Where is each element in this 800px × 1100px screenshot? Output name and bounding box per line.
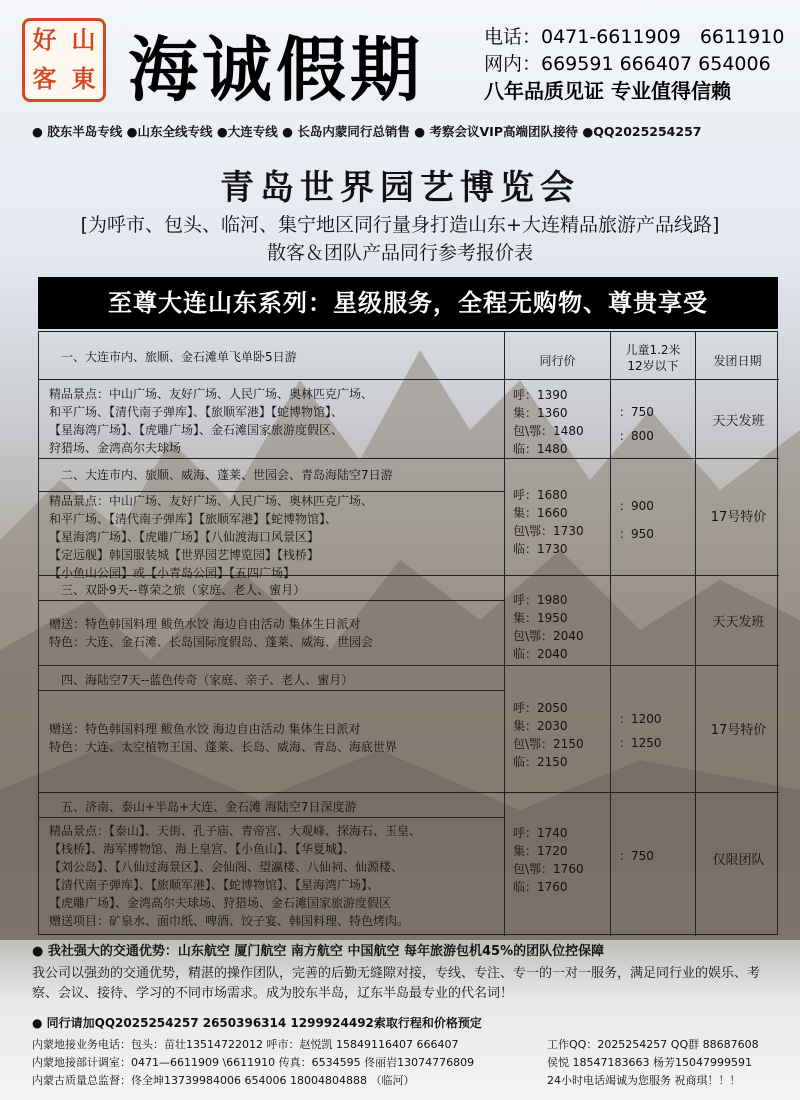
route-line: 精品景点：中山广场、友好广场、人民广场、奥林匹克广场、 [49, 387, 374, 401]
child-price: ：750 [619, 405, 654, 419]
route-details [49, 615, 504, 651]
route-prices [513, 386, 584, 458]
child-price: ：750 [619, 849, 654, 863]
price-hohhot: 呼：1680 [513, 488, 568, 502]
route-line: 【星海湾广场】、【虎雕广场】【八仙渡海口风景区】 [49, 530, 320, 544]
page-title: 青岛世界园艺博览会 [220, 168, 580, 208]
child-prices [619, 847, 654, 865]
route-title: 四、海陆空7天--蓝色传奇（家庭、亲子、老人、蜜月） [61, 673, 354, 687]
price-baotou: 包\鄂：2040 [513, 629, 584, 643]
logo-char: 山 [71, 26, 96, 54]
route-line: 狩猎场、金湾高尔夫球场 [49, 441, 182, 455]
contact-block [484, 24, 784, 105]
route-prices [513, 699, 584, 771]
subtitle-block [0, 211, 800, 267]
route-line: 和平广场、【清代南子弹库】【旅顺军港】【蛇博物馆】、 [49, 512, 338, 526]
child-prices [619, 492, 654, 548]
price-linhe: 临：1480 [513, 442, 568, 456]
logo-char: 好 [32, 26, 57, 54]
route-line: 特色：大连、金石滩、长岛国际度假岛、蓬莱、威海、世园会 [49, 635, 374, 649]
header-child [611, 342, 695, 374]
price-table [38, 331, 778, 935]
phone-number: 电话：0471-6611909 6611910 [484, 26, 785, 48]
child-prices [619, 400, 654, 448]
route-line: 【虎雕广场】、金湾高尔夫球场、狩猎场、金石滩国家旅游度假区 [49, 896, 392, 910]
price-linhe: 临：2040 [513, 647, 568, 661]
qq-contact: ● 同行请加QQ2025254257 2650396314 1299924492索取行程和价格预定 [32, 1016, 482, 1030]
footer-left: 内蒙地接业务电话：包头：苗壮13514722012 呼市：赵悦凯 15849116407 666407 [32, 1038, 459, 1051]
departure-date: 天天发班 [712, 414, 765, 429]
route-line: 【小鱼山公园】或【小青岛公园】【五四广场】 [49, 566, 296, 580]
footer-right: 工作QQ：2025254257 QQ群 88687608 [547, 1038, 759, 1051]
route-prices [513, 591, 584, 663]
price-jining: 集：1660 [513, 506, 568, 520]
service-lines-bar: ● 胶东半岛专线 ●山东全线专线 ●大连专线 ● 长岛内蒙同行总销售 ● 考察会议VIP高端团队接待 ●QQ2025254257 [32, 124, 702, 139]
price-baotou: 包\鄂：2150 [513, 737, 584, 751]
route-title: 三、双卧9天--尊荣之旅（家庭、老人、蜜月） [61, 583, 306, 597]
price-baotou: 包\鄂：1480 [513, 424, 584, 438]
child-price: ：1200 [619, 712, 662, 726]
price-linhe: 临：1730 [513, 542, 568, 556]
child-price: ：800 [619, 429, 654, 443]
subtitle-target-regions: [为呼市、包头、临河、集宁地区同行量身打造山东+大连精品旅游产品线路] [80, 214, 720, 236]
price-jining: 集：2030 [513, 719, 568, 733]
footer-row [32, 1072, 741, 1088]
route-line: 和平广场、【清代南子弹库】、【旅顺军港】【蛇博物馆】、 [49, 405, 344, 419]
child-price: ：1250 [619, 736, 662, 750]
route-title: 一、大连市内、旅顺、金石滩单飞单卧5日游 [61, 350, 297, 364]
price-hohhot: 呼：1740 [513, 826, 568, 840]
route-line: 【刘公岛】、【八仙过海景区】、会仙阁、望瀛楼、八仙祠、仙源楼、 [49, 860, 404, 874]
price-linhe: 临：2150 [513, 755, 568, 769]
route-title: 二、大连市内、旅顺、威海、蓬莱、世园会、青岛海陆空7日游 [61, 468, 393, 482]
header-child-height: 儿童1.2米 [625, 343, 681, 357]
transport-advantage: ● 我社强大的交通优势：山东航空 厦门航空 南方航空 中国航空 每年旅游包机45%的团队位控保障 [32, 944, 605, 959]
child-prices [619, 707, 662, 755]
slogan: 八年品质见证 专业值得信赖 [484, 79, 731, 103]
brand-name: 海诚假期 [128, 28, 424, 111]
child-price: ：900 [619, 499, 654, 513]
footer-row [32, 1054, 752, 1070]
header-price: 同行价 [539, 354, 576, 368]
route-line: 赠送项目：矿泉水、面巾纸、啤酒、饺子宴、韩国料理、特色烤肉。 [49, 914, 410, 928]
route-line: 【定远舰】韩国服装城【世界园艺博览园】【栈桥】 [49, 548, 320, 562]
price-jining: 集：1950 [513, 611, 568, 625]
footer-right: 24小时电话竭诚为您服务 祝商琪！！！ [547, 1074, 741, 1087]
price-jining: 集：1360 [513, 406, 568, 420]
route-details [49, 720, 504, 756]
price-hohhot: 呼：2050 [513, 701, 568, 715]
route-prices [513, 486, 584, 558]
internal-number: 网内：669591 666407 654006 [484, 53, 771, 75]
logo-char: 東 [71, 65, 96, 93]
logo-seal [22, 18, 106, 102]
route-line: 【清代南子弹库】、【旅顺军港】、【蛇博物馆】、【星海湾广场】、 [49, 878, 380, 892]
route-details [49, 822, 504, 930]
header-child-age: 12岁以下 [627, 359, 679, 373]
route-details [49, 492, 504, 582]
footer-left: 内蒙古质量总监督：佟全坤13739984006 654006 18004804888 （临河） [32, 1074, 415, 1087]
route-details [49, 385, 504, 457]
route-line: 精品景点：中山广场、友好广场、人民广场、奥林匹克广场、 [49, 494, 374, 508]
footer-left: 内蒙地接部计调室：0471—6611909 \6611910 传真：6534595 佟丽岩13074776809 [32, 1056, 475, 1069]
price-hohhot: 呼：1980 [513, 593, 568, 607]
route-title: 五、济南、泰山+半岛+大连、金石滩 海陆空7日深度游 [61, 800, 357, 814]
child-price: ：950 [619, 527, 654, 541]
header-date: 发团日期 [713, 354, 762, 368]
price-baotou: 包\鄂：1730 [513, 524, 584, 538]
route-line: 赠送：特色韩国料理 鲅鱼水饺 海边自由活动 集体生日派对 [49, 722, 361, 736]
route-line: 赠送：特色韩国料理 鲅鱼水饺 海边自由活动 集体生日派对 [49, 617, 361, 631]
route-line: 特色：大连、太空植物王国、蓬莱、长岛、威海、青岛、海底世界 [49, 740, 398, 754]
departure-date: 17号特价 [710, 510, 767, 525]
footer-right: 侯悦 18547183663 杨芳15047999591 [547, 1056, 752, 1069]
departure-date: 17号特价 [710, 723, 767, 738]
route-line: 【栈桥】、海军博物馆、海上皇宫、【小鱼山】、【华夏城】、 [49, 842, 356, 856]
route-line: 【星海湾广场】、【虎雕广场】、金石滩国家旅游度假区、 [49, 423, 344, 437]
subtitle-price-table: 散客＆团队产品同行参考报价表 [266, 242, 533, 264]
price-jining: 集：1720 [513, 844, 568, 858]
price-baotou: 包\鄂：1760 [513, 862, 584, 876]
footer-row [32, 1036, 759, 1052]
series-banner: 至尊大连山东系列：星级服务，全程无购物、尊贵享受 [38, 277, 778, 329]
logo-char: 客 [32, 65, 57, 93]
departure-date: 仅限团队 [712, 853, 765, 868]
company-intro: 我公司以强劲的交通优势，精湛的操作团队，完善的后勤无缝隙对接，专线、专注、专一的一对一服务，满足同行业的娱乐、考察、会议、接待、学习的不同市场需求。成为胶东半岛，辽东半岛最专业的代名词！ [32, 966, 761, 1001]
departure-date: 天天发班 [712, 615, 765, 630]
route-line: 精品景点：【泰山】、天街、孔子庙、青帝宫、大观峰、探海石、玉皇、 [49, 824, 422, 838]
price-hohhot: 呼：1390 [513, 388, 568, 402]
price-linhe: 临：1760 [513, 880, 568, 894]
route-prices [513, 824, 584, 896]
